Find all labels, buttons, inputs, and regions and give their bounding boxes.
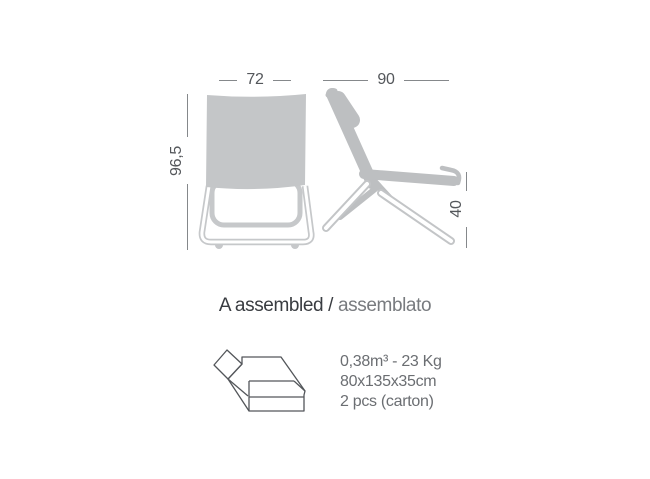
dimension-dash bbox=[404, 80, 449, 81]
dimension-line-seat-bottom bbox=[466, 227, 467, 248]
assembled-caption bbox=[0, 296, 650, 317]
dimension-seat-height-label: 40 bbox=[448, 200, 465, 218]
assembled-caption-en: A assembled / bbox=[218, 295, 333, 316]
dimension-front-height bbox=[167, 131, 187, 191]
chair-side-view-drawing bbox=[320, 85, 465, 250]
packaging-pieces: 2 pcs (carton) bbox=[340, 393, 434, 410]
dimension-dash bbox=[273, 80, 291, 81]
carton-box-icon bbox=[212, 349, 308, 413]
assembled-caption-it: assemblato bbox=[337, 295, 432, 316]
packaging-volume-weight: 0,38m³ - 23 Kg bbox=[340, 353, 442, 370]
packaging-carton-dimensions: 80x135x35cm bbox=[340, 373, 437, 390]
dimension-front-height-label: 96,5 bbox=[168, 146, 185, 176]
dimension-dash bbox=[219, 80, 237, 81]
chair-front-view-drawing bbox=[195, 85, 320, 255]
dimension-line-height-bottom bbox=[187, 184, 188, 250]
dimension-dash bbox=[323, 80, 368, 81]
dimension-front-width-label: 72 bbox=[246, 71, 264, 88]
packaging-info bbox=[340, 352, 442, 412]
dimension-line-height-top bbox=[187, 94, 188, 137]
dimension-line-seat-top bbox=[466, 172, 467, 191]
dimension-side-depth-label: 90 bbox=[377, 71, 395, 88]
